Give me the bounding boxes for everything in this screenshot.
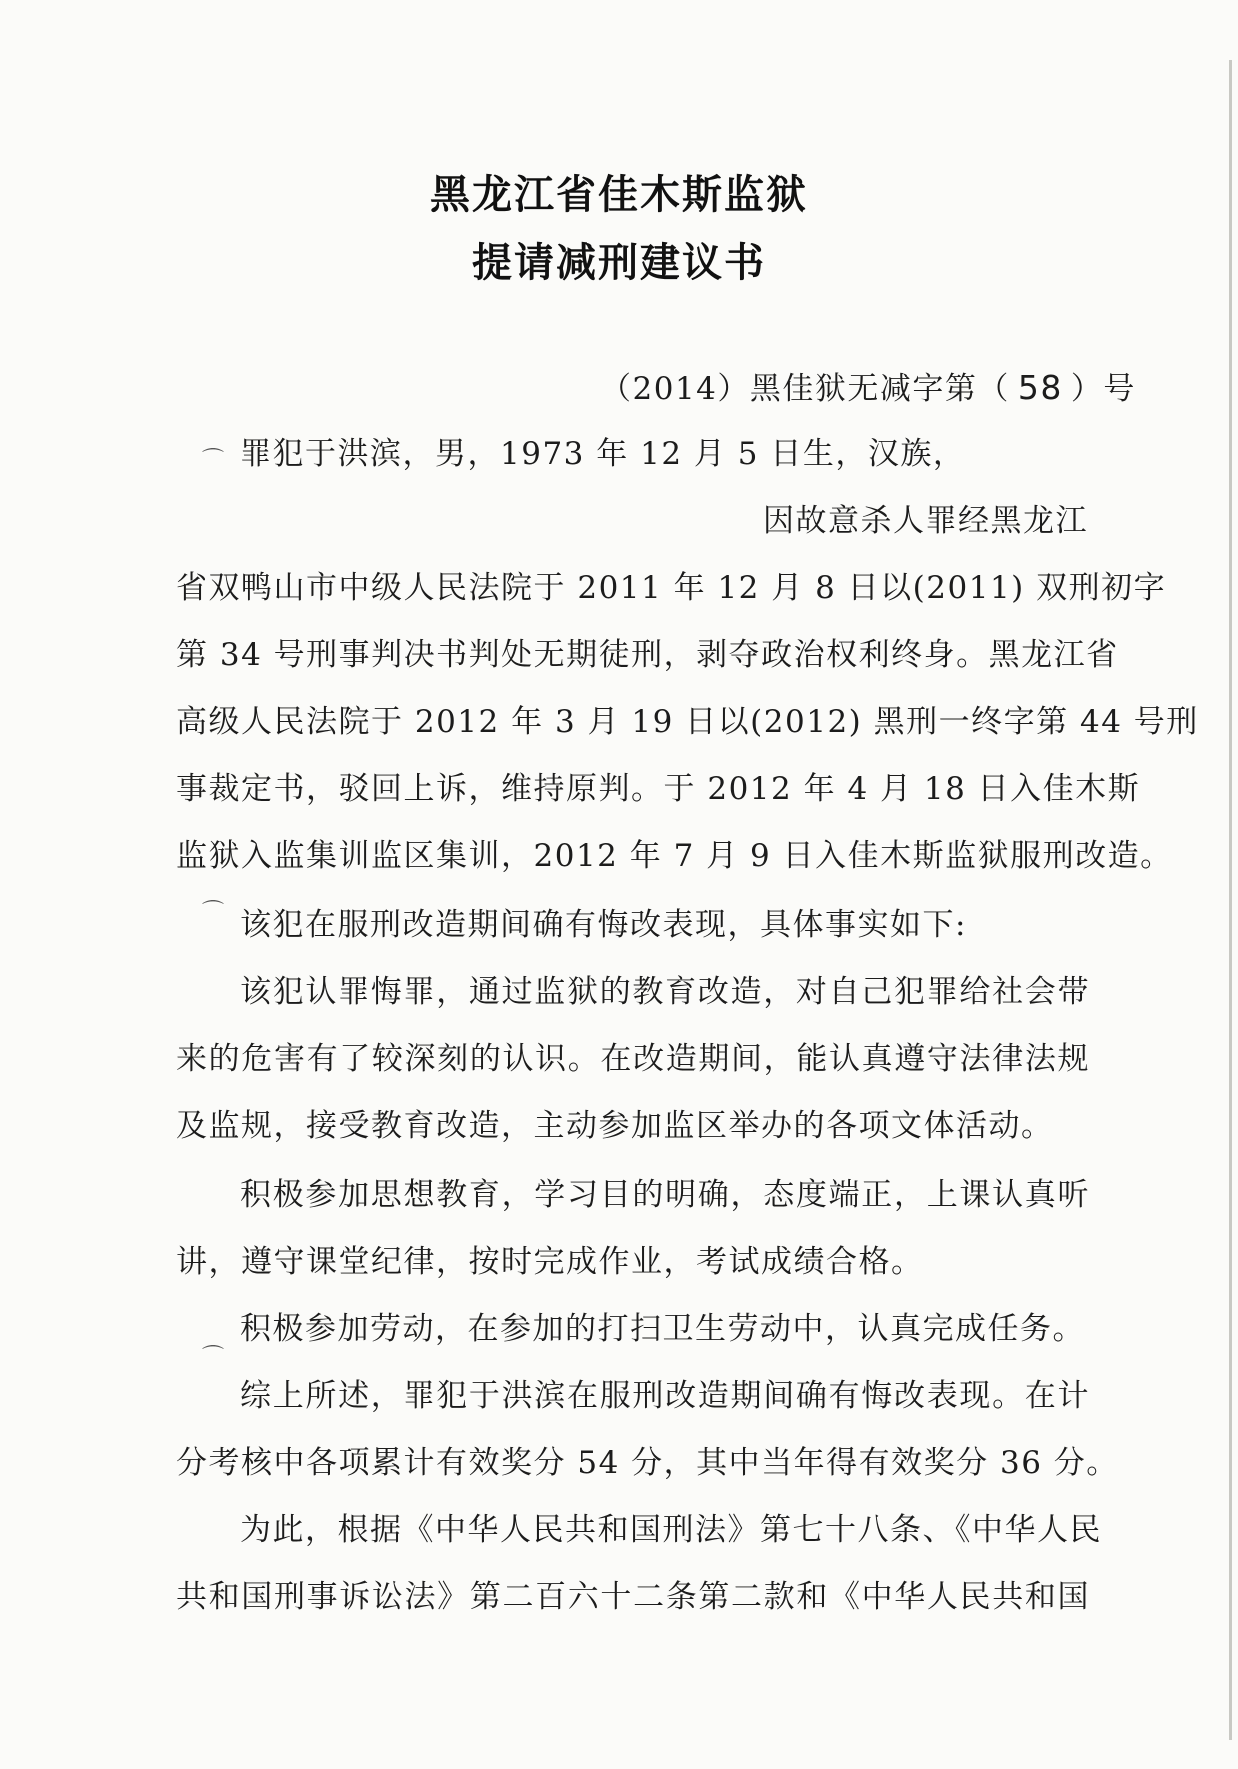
text-line: 来的危害有了较深刻的认识。在改造期间，能认真遵守法律法规 — [176, 1041, 1090, 1077]
text-line: 该犯在服刑改造期间确有悔改表现，具体事实如下: — [240, 907, 967, 943]
scan-mark: ⌒ — [202, 448, 225, 473]
scan-mark: ⌒ — [202, 900, 225, 925]
text-line: 省双鸭山市中级人民法院于 2011 年 12 月 8 日以(2011) 双刑初字 — [176, 570, 1167, 606]
reference-suffix: ）号 — [1070, 371, 1136, 407]
reference-number: 58 — [1017, 368, 1063, 407]
text-line: 分考核中各项累计有效奖分 54 分，其中当年得有效奖分 36 分。 — [176, 1445, 1119, 1481]
text-line: 因故意杀人罪经黑龙江 — [763, 503, 1088, 539]
text-line: 罪犯于洪滨，男，1973 年 12 月 5 日生，汉族， — [240, 436, 966, 472]
text-line: 高级人民法院于 2012 年 3 月 19 日以(2012) 黑刑一终字第 44 号刑 — [176, 704, 1199, 740]
text-line: 监狱入监集训监区集训，2012 年 7 月 9 日入佳木斯监狱服刑改造。 — [176, 838, 1173, 874]
text-line: 该犯认罪悔罪，通过监狱的教育改造，对自己犯罪给社会带 — [240, 974, 1090, 1010]
text-line: 第 34 号刑事判决书判处无期徒刑，剥夺政治权利终身。黑龙江省 — [176, 637, 1119, 673]
text-line: 综上所述，罪犯于洪滨在服刑改造期间确有悔改表现。在计 — [240, 1378, 1090, 1414]
scan-edge — [1229, 60, 1232, 1740]
text-line: 积极参加思想教育，学习目的明确，态度端正，上课认真听 — [240, 1177, 1090, 1213]
text-line: 事裁定书，驳回上诉，维持原判。于 2012 年 4 月 18 日入佳木斯 — [176, 771, 1141, 807]
title-line-1: 黑龙江省佳木斯监狱 — [430, 172, 808, 218]
text-line: 积极参加劳动，在参加的打扫卫生劳动中，认真完成任务。 — [240, 1311, 1085, 1347]
text-line: 及监规，接受教育改造，主动参加监区举办的各项文体活动。 — [176, 1108, 1054, 1144]
text-line: 为此，根据《中华人民共和国刑法》第七十八条、《中华人民 — [240, 1512, 1102, 1548]
title-line-2: 提请减刑建议书 — [472, 240, 766, 286]
text-line: 讲，遵守课堂纪律，按时完成作业，考试成绩合格。 — [176, 1244, 924, 1280]
text-line: 共和国刑事诉讼法》第二百六十二条第二款和《中华人民共和国 — [176, 1579, 1090, 1615]
scan-mark: ⌒ — [202, 1345, 225, 1370]
reference-prefix: （2014）黑佳狱无减字第（ — [600, 371, 1010, 407]
document-reference — [600, 368, 1136, 409]
